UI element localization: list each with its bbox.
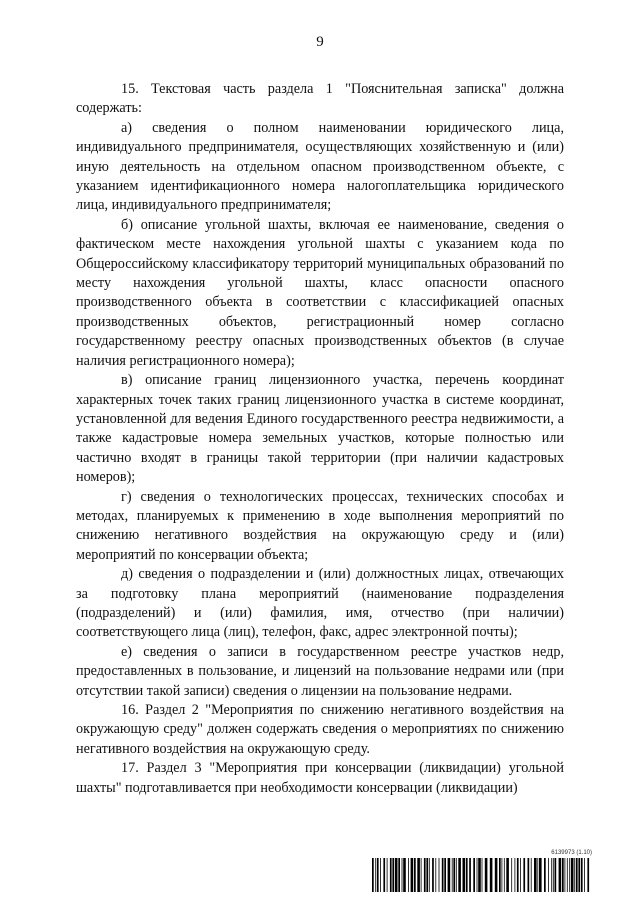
barcode-icon xyxy=(372,858,592,892)
paragraph-16: 16. Раздел 2 "Мероприятия по снижению негативного воздействия на окружающую среду" должен содержать сведения о мероприятиях по снижению негативного воздействия на окружающую среду. xyxy=(76,702,564,757)
item-a: а) сведения о полном наименовании юридического лица, индивидуального предпринимателя, осуществляющих хозяйственную и (или) иную деятельность на отдельном опасном производственном объекте, с указанием идентификационного номера налогоплательщика юридического лица, индивидуального предпринимателя; xyxy=(76,119,564,214)
item-g: г) сведения о технологических процессах, технических способах и методах, планируемых к применению в ходе выполнения мероприятий по снижению негативного воздействия на окружающую среду и (или) мероприятий по консервации объекта; xyxy=(76,488,564,563)
barcode-block xyxy=(372,850,592,896)
item-v: в) описание границ лицензионного участка, перечень координат характерных точек таких границ лицензионного участка в системе координат, установленной для ведения Единого государственного реестра недвижимости, а также кадастровые номера земельных участков, которые полностью или частично входят в границы такой территории (при наличии кадастровых номеров); xyxy=(76,372,564,486)
page-number: 9 xyxy=(316,34,324,50)
item-d: д) сведения о подразделении и (или) должностных лицах, отвечающих за подготовку плана мероприятий (наименование подразделения (подразделений) и (или) фамилия, имя, отчество (при наличии) соответствующего лица (лиц), телефон, факс, адрес электронной почты); xyxy=(76,566,564,641)
document-body xyxy=(76,80,564,798)
item-e: е) сведения о записи в государственном реестре участков недр, предоставленных в пользование, и лицензий на пользование недрами или (при отсутствии такой записи) сведения о лицензии на пользование недрами. xyxy=(76,643,564,699)
item-b: б) описание угольной шахты, включая ее наименование, сведения о фактическом месте нахождения угольной шахты с указанием кода по Общероссийскому классификатору территорий муниципальных образований по месту нахождения угольной шахты, класс опасности опасного производственного объекта в соответствии с классификацией опасных производственных объектов, регистрационный номер согласно государственному реестру опасных производственных объектов (в случае наличия регистрационного номера); xyxy=(76,216,564,369)
paragraph-15: 15. Текстовая часть раздела 1 "Пояснительная записка" должна содержать: xyxy=(76,81,564,117)
paragraph-17: 17. Раздел 3 "Мероприятия при консервации (ликвидации) угольной шахты" подготавливается при необходимости консервации (ликвидации) xyxy=(76,760,564,796)
barcode-label: 6139973 (1.10) xyxy=(551,850,592,856)
